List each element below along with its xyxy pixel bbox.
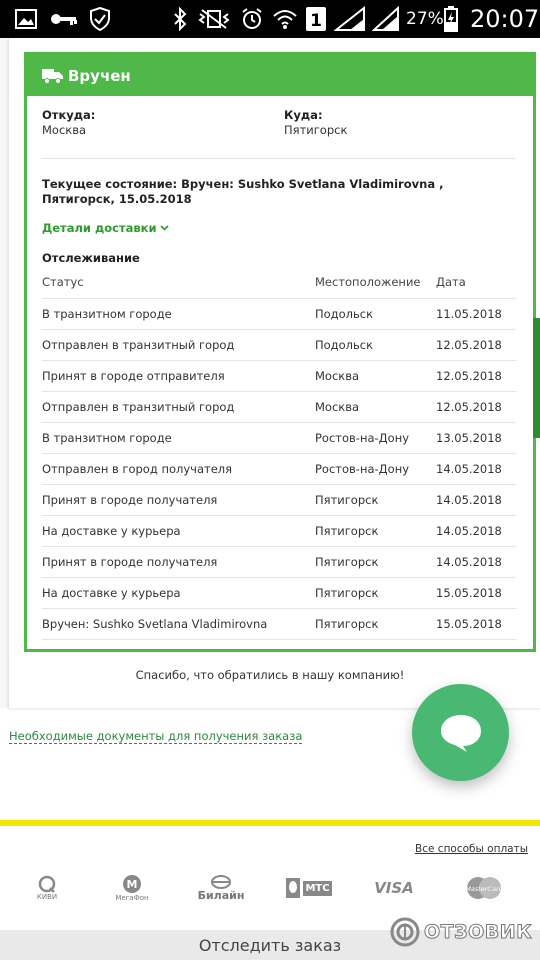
current-state: Текущее состояние: Вручен: Sushko Svetlana Vladimirovna , Пятигорск, 15.05.2018 (42, 177, 444, 206)
status-cell: Принят в городе отправителя (42, 360, 315, 391)
status-cell: На доставке у курьера (42, 577, 315, 608)
table-row (42, 360, 516, 391)
shield-check-icon (88, 7, 112, 31)
mute-vibrate-icon (198, 7, 230, 31)
location-cell: Пятигорск (315, 484, 436, 515)
bluetooth-icon (170, 7, 190, 31)
sim-slot-label: 1 (310, 11, 322, 31)
chat-bubble-icon (437, 711, 485, 755)
table-row (42, 391, 516, 422)
location-cell: Подольск (315, 298, 436, 329)
date-cell: 14.05.2018 (436, 484, 516, 515)
table-header-row (42, 267, 516, 298)
table-row (42, 484, 516, 515)
alarm-icon (240, 7, 264, 31)
status-cell: В транзитном городе (42, 298, 315, 329)
location-cell: Подольск (315, 329, 436, 360)
all-payment-methods-link[interactable]: Все способы оплаты (415, 843, 528, 855)
key-icon (50, 7, 78, 31)
track-order-label: Отследить заказ (198, 936, 342, 955)
status-cell: Вручен: Sushko Svetlana Vladimirovna (42, 608, 315, 639)
location-cell: Ростов-на-Дону (315, 422, 436, 453)
date-cell: 14.05.2018 (436, 515, 516, 546)
visa-icon (372, 868, 416, 908)
signal-icon (334, 7, 366, 31)
qiwi-icon (30, 868, 64, 908)
divider (42, 158, 516, 159)
visa-label: VISA (374, 879, 414, 897)
tracking-card (24, 52, 536, 652)
otzovik-logo-icon (390, 917, 420, 947)
table-row (42, 298, 516, 329)
table-row (42, 577, 516, 608)
sim-icon (306, 7, 326, 31)
signal-2-icon (372, 7, 400, 31)
column-header-date: Дата (436, 267, 516, 298)
status-cell: В транзитном городе (42, 422, 315, 453)
status-cell: Принят в городе получателя (42, 546, 315, 577)
table-row (42, 546, 516, 577)
otzovik-watermark (390, 917, 532, 947)
date-cell: 15.05.2018 (436, 608, 516, 639)
delivery-details-label: Детали доставки (42, 221, 157, 235)
wifi-icon (272, 7, 298, 31)
thanks-message: Спасибо, что обратились в нашу компанию! (135, 668, 405, 682)
table-row (42, 422, 516, 453)
column-header-status: Статус (42, 267, 315, 298)
side-feedback-tab[interactable] (533, 318, 540, 438)
location-cell: Пятигорск (315, 608, 436, 639)
beeline-icon (198, 868, 244, 908)
location-cell: Ростов-на-Дону (315, 453, 436, 484)
megafon-icon (112, 868, 152, 908)
date-cell: 11.05.2018 (436, 298, 516, 329)
megafon-label: МегаФон (115, 894, 149, 902)
location-cell: Москва (315, 391, 436, 422)
location-cell: Пятигорск (315, 546, 436, 577)
mts-label: МТС (305, 882, 330, 894)
otzovik-watermark-text: ОТЗОВИК (424, 921, 533, 943)
mts-icon (286, 868, 332, 908)
battery-charging-icon (444, 7, 458, 31)
location-cell: Пятигорск (315, 515, 436, 546)
date-cell: 12.05.2018 (436, 329, 516, 360)
date-cell: 13.05.2018 (436, 422, 516, 453)
chat-button[interactable] (412, 684, 509, 781)
status-title: Вручен (68, 66, 131, 85)
qiwi-label: КИВИ (36, 893, 58, 901)
table-row (42, 608, 516, 639)
table-row (42, 515, 516, 546)
to-label: Куда: (284, 108, 323, 122)
date-cell: 12.05.2018 (436, 391, 516, 422)
truck-icon (42, 68, 64, 84)
svg-text:M: M (126, 878, 138, 891)
status-cell: Отправлен в транзитный город (42, 391, 315, 422)
location-cell: Пятигорск (315, 577, 436, 608)
status-cell: На доставке у курьера (42, 515, 315, 546)
payment-methods (0, 868, 540, 908)
status-cell: Отправлен в транзитный город (42, 329, 315, 360)
date-cell: 15.05.2018 (436, 577, 516, 608)
clock: 20:07 (470, 5, 540, 33)
date-cell: 14.05.2018 (436, 453, 516, 484)
mastercard-icon (462, 868, 506, 908)
card-header (27, 55, 533, 96)
delivery-details-link[interactable] (42, 221, 169, 235)
location-cell: Москва (315, 360, 436, 391)
from-label: Откуда: (42, 108, 96, 122)
footer-accent-line (0, 820, 540, 826)
gallery-icon (14, 7, 38, 31)
beeline-label: Билайн (197, 888, 245, 902)
required-documents-link[interactable]: Необходимые документы для получения заказа (9, 729, 303, 743)
from-value: Москва (42, 123, 87, 137)
status-bar (0, 0, 540, 38)
battery-percent: 27% (406, 9, 444, 29)
tracking-table (42, 267, 516, 640)
mastercard-label: MasterCard (465, 885, 503, 893)
status-cell: Отправлен в город получателя (42, 453, 315, 484)
date-cell: 12.05.2018 (436, 360, 516, 391)
date-cell: 14.05.2018 (436, 546, 516, 577)
status-cell: Принят в городе получателя (42, 484, 315, 515)
to-value: Пятигорск (284, 123, 348, 137)
chevron-down-icon (160, 225, 169, 231)
table-row (42, 453, 516, 484)
column-header-location: Местоположение (315, 267, 436, 298)
table-row (42, 329, 516, 360)
tracking-title: Отслеживание (42, 251, 140, 265)
